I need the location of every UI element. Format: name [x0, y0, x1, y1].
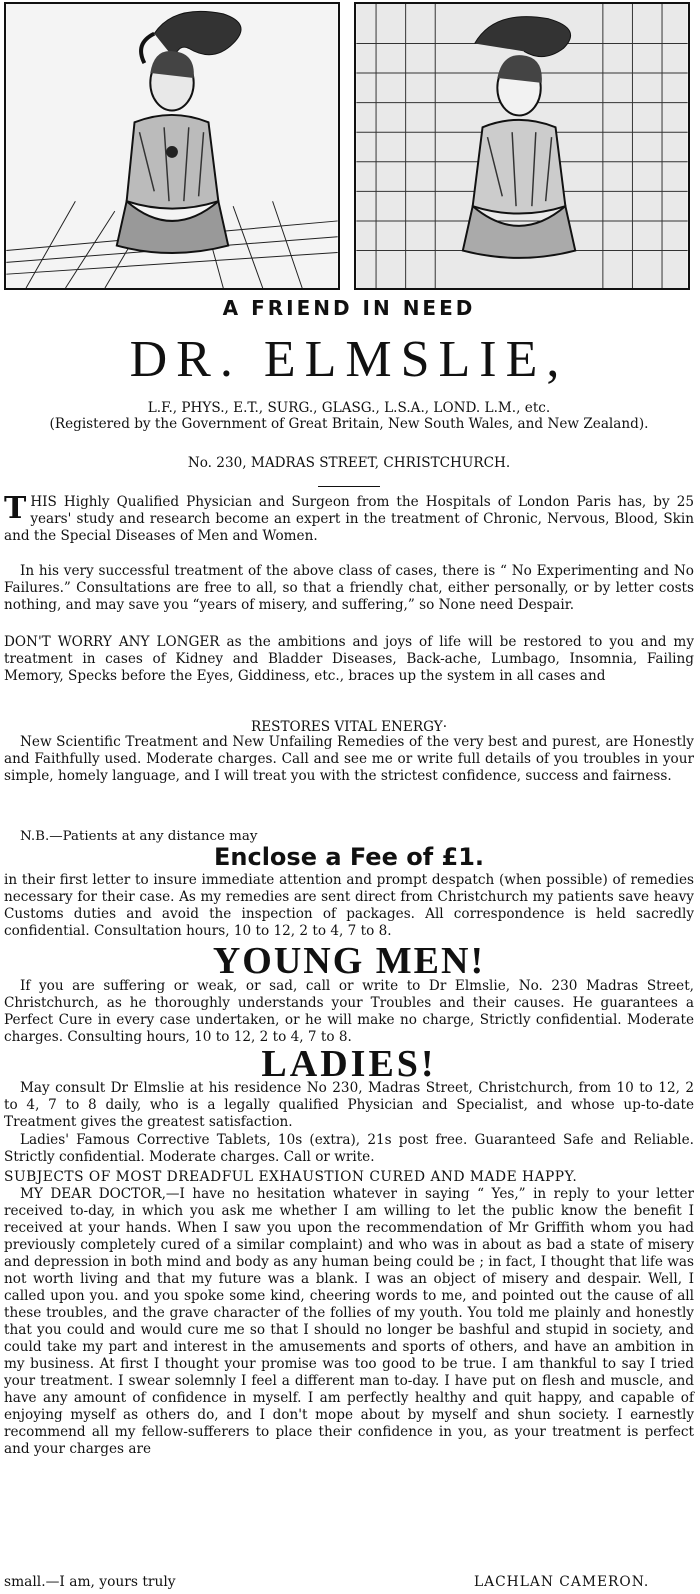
- enclose-fee-heading: Enclose a Fee of £1.: [213, 843, 485, 871]
- signoff: [4, 1574, 694, 1590]
- tablets-paragraph: Ladies' Famous Corrective Tablets, 10s (extra), 21s post free. Guaranteed Safe and Reliable. Strictly confidential. Moderate charges. Call or write.: [4, 1132, 694, 1165]
- intro-text: HIS Highly Qualified Physician and Surgeon from the Hospitals of London Paris has, by 25 years' study and research become an expert in the treatment of Chronic, Nervous, Blood, Skin and the Special Diseases of Men and Women.: [4, 494, 694, 544]
- qualifications: [4, 400, 694, 432]
- testimonial-letter: MY DEAR DOCTOR,—I have no hesitation whatever in saying “ Yes,” in reply to your letter received to-day, in which you ask me whether I am willing to let the public know the benefit I received at your hands. When I saw you upon the recommendation of Mr Griffith whom you had previously completely cured of a similar complaint) and who was in about as bad a state of misery and depression in both mind and body as any human being could be ; in fact, I thought that life was not worth living and that my future was a blank. I was an object of misery and despair. Well, I called upon you. and you spoke some kind, cheering words to me, and pointed out the cause of all these troubles, and the grave character of the follies of my youth. You told me plainly and honestly that you could and would cure me so that I should no longer be bashful and stupid in society, and could take my part and interest in the amusements and sports of others, and have an ambition in my business. At first I thought your promise was too good to be true. I am thankful to say I tried your treatment. I swear solemnly I feel a different man to-day. I have put on flesh and muscle, and have any amount of confidence in myself. I am perfectly healthy and quit happy, and capable of enjoying myself as others do, and I don't mope about by myself and shun society. I earnestly recommend all my fellow-sufferers to place their confidence in you, as your treatment is perfect and your charges are: [4, 1186, 694, 1457]
- dont-worry-paragraph: DON'T WORRY ANY LONGER as the ambitions and joys of life will be restored to you and my treatment in cases of Kidney and Bladder Diseases, Back-ache, Lumbago, Insomnia, Failing Memory, Specks before the Eyes, Giddiness, etc., braces up the system in all cases and: [4, 634, 694, 684]
- drop-cap: T: [4, 491, 27, 526]
- signature: LACHLAN CAMERON.: [474, 1574, 650, 1590]
- headline-friend-in-need: A FRIEND IN NEED: [222, 296, 476, 320]
- young-men-heading: YOUNG MEN!: [212, 940, 486, 982]
- qualifications-line: L.F., PHYS., E.T., SURG., GLASG., L.S.A., LOND. L.M., etc.: [147, 400, 551, 416]
- scientific-treatment-paragraph: New Scientific Treatment and New Unfailing Remedies of the very best and purest, are Honestly and Faithfully used. Moderate charges. Call and see me or write full details of you troubles in your simple, homely language, and I will treat you with the strictest confidence, success and fairness.: [4, 734, 694, 784]
- nota-bene: N.B.—Patients at any distance may: [20, 829, 258, 844]
- closing-line: small.—I am, yours truly: [4, 1574, 176, 1590]
- divider: [318, 486, 380, 487]
- subjects-heading: SUBJECTS OF MOST DREADFUL EXHAUSTION CURED AND MADE HAPPY.: [4, 1169, 578, 1185]
- fee-paragraph: in their first letter to insure immediate attention and prompt despatch (when possible) of remedies necessary for their case. As my remedies are sent direct from Christchurch my patients save heavy Customs duties and avoid the inspection of packages. All correspondence is held sacredly confidential. Consultation hours, 10 to 12, 2 to 4, 7 to 8.: [4, 872, 694, 939]
- intro-paragraph: [4, 491, 694, 545]
- ladies-paragraph: May consult Dr Elmslie at his residence No 230, Madras Street, Christchurch, from 10 to 12, 2 to 4, 7 to 8 daily, who is a legally qualified Physician and Specialist, and whose up-to-date Treatment gives the greatest satisfaction.: [4, 1080, 694, 1130]
- restores-vital-energy: RESTORES VITAL ENERGY·: [250, 719, 448, 735]
- ladies-heading: LADIES!: [261, 1043, 437, 1085]
- woman-figure-illustration: [6, 4, 338, 288]
- illustration-right: [354, 2, 690, 290]
- illustration-left: [4, 2, 340, 290]
- young-men-paragraph: If you are suffering or weak, or sad, call or write to Dr Elmslie, No. 230 Madras Street, Christchurch, as he thoroughly understands your Troubles and their causes. He guarantees a Perfect Cure in every case undertaken, or he will make no charge, Strictly confidential. Moderate charges. Consulting hours, 10 to 12, 2 to 4, 7 to 8.: [4, 978, 694, 1045]
- registration-note: (Registered by the Government of Great Britain, New South Wales, and New Zealand).: [49, 416, 649, 432]
- woman-figure-illustration: [356, 4, 688, 288]
- treatment-paragraph: In his very successful treatment of the above class of cases, there is “ No Experimenting and No Failures.” Consultations are free to all, so that a friendly chat, either personally, or by letter costs nothing, and may save you “years of misery, and suffering,” so None need Despair.: [4, 563, 694, 613]
- address: No. 230, MADRAS STREET, CHRISTCHURCH.: [187, 455, 511, 471]
- headline-doctor-name: DR. ELMSLIE,: [129, 331, 569, 388]
